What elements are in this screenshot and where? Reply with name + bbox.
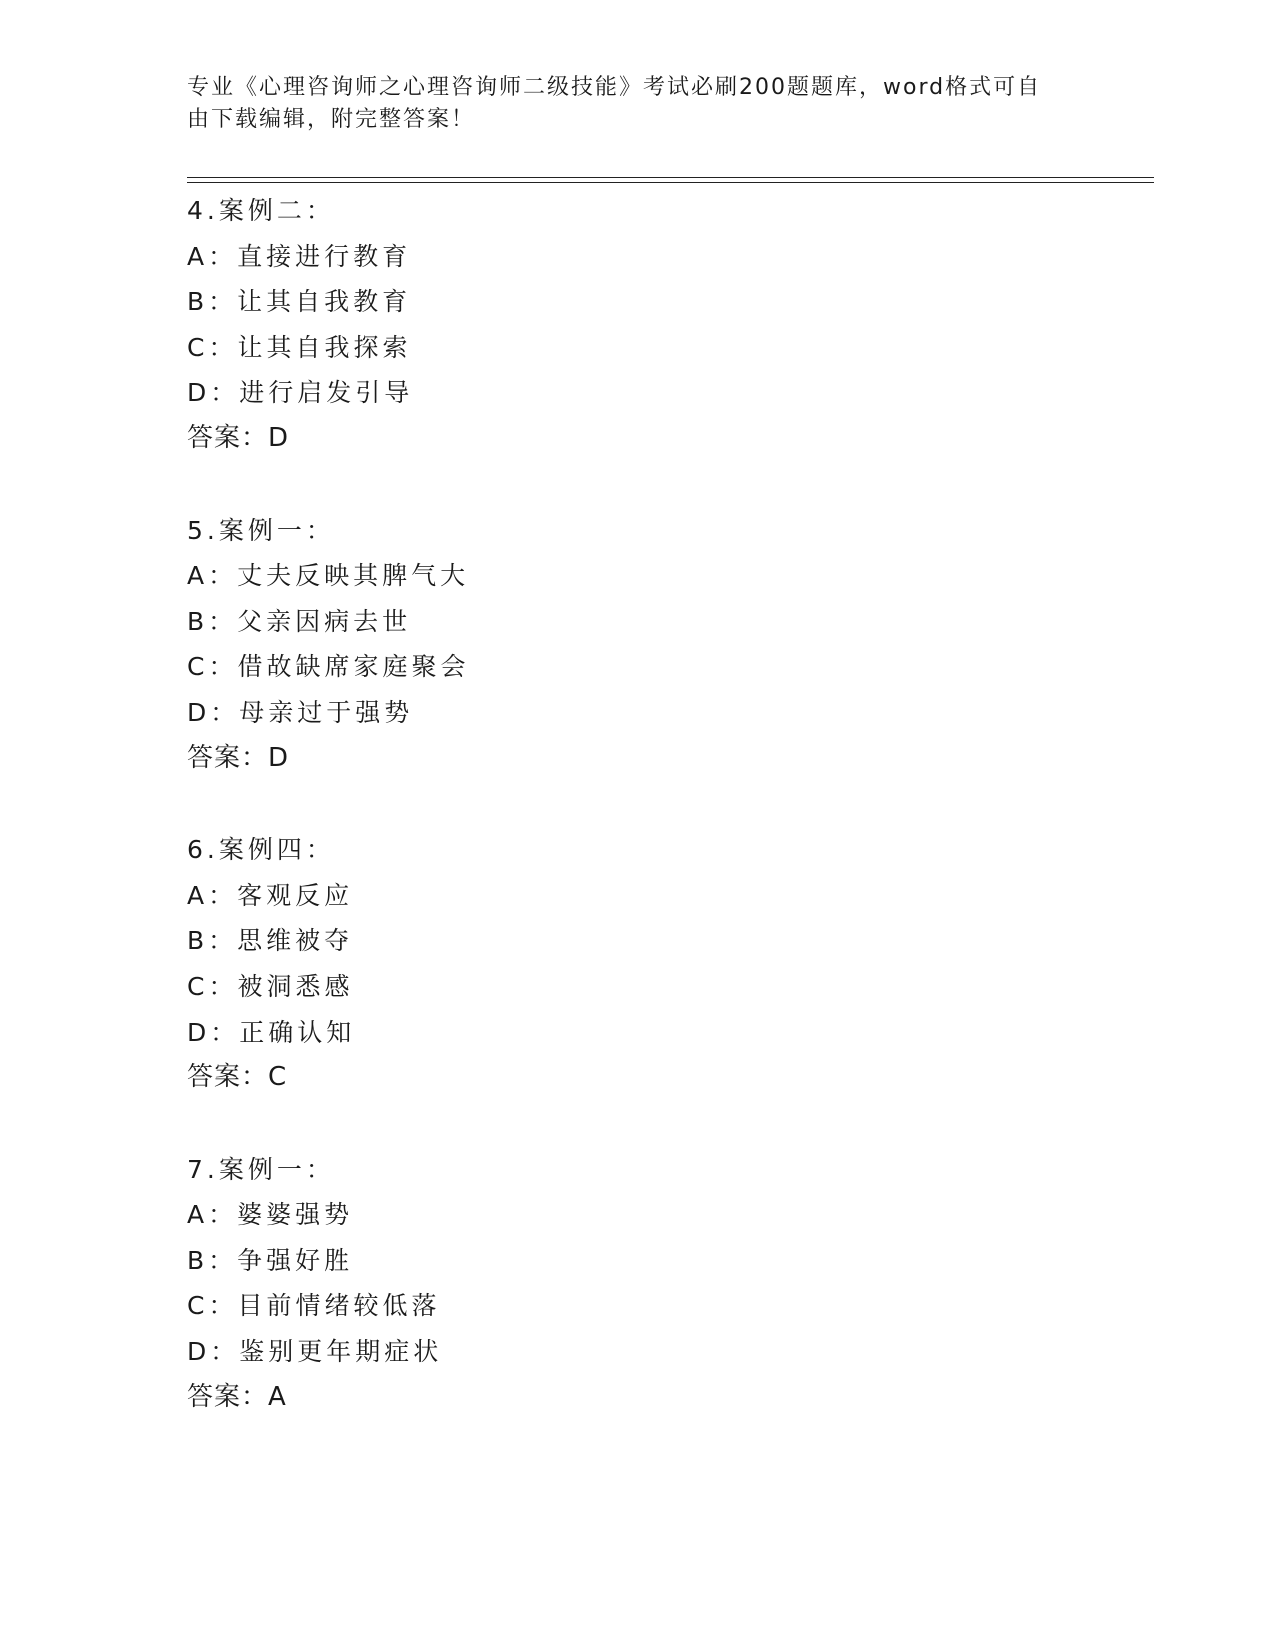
document-header [187, 72, 1067, 136]
option-a: A：丈夫反映其脾气大 [187, 561, 470, 591]
option-b: B：父亲因病去世 [187, 606, 412, 636]
header-rule-bottom [187, 182, 1154, 183]
answer-text: 答案：C [187, 1062, 288, 1093]
option-a: A：婆婆强势 [187, 1200, 354, 1230]
header-rule-top [187, 177, 1154, 178]
question-7 [187, 1147, 1154, 1421]
question-stem: 4.案例二： [187, 196, 335, 225]
answer-text: 答案：D [187, 422, 290, 453]
option-c: C：让其自我探索 [187, 332, 412, 362]
option-a: A：客观反应 [187, 880, 354, 910]
question-stem: 7.案例一： [187, 1154, 335, 1184]
header-line-1: 专业《心理咨询师之心理咨询师二级技能》考试必刷200题题库，word格式可自 [187, 75, 1042, 100]
header-line-2: 由下载编辑，附完整答案！ [187, 107, 476, 132]
option-b: B：争强好胜 [187, 1245, 354, 1275]
question-list [187, 188, 1154, 1466]
question-stem: 5.案例一： [187, 515, 335, 545]
option-c: C：借故缺席家庭聚会 [187, 652, 470, 682]
question-4 [187, 188, 1154, 462]
answer-text: 答案：D [187, 742, 290, 773]
option-c: C：被洞悉感 [187, 971, 354, 1001]
option-d: D：正确认知 [187, 1017, 356, 1047]
option-b: B：思维被夺 [187, 926, 354, 956]
option-c: C：目前情绪较低落 [187, 1291, 441, 1321]
option-d: D：母亲过于强势 [187, 697, 414, 727]
option-d: D：鉴别更年期症状 [187, 1337, 443, 1367]
question-5 [187, 508, 1154, 782]
question-stem: 6.案例四： [187, 835, 335, 865]
option-a: A：直接进行教育 [187, 241, 412, 271]
option-b: B：让其自我教育 [187, 287, 412, 317]
answer-text: 答案：A [187, 1381, 287, 1412]
question-6 [187, 827, 1154, 1101]
option-d: D：进行启发引导 [187, 378, 414, 408]
